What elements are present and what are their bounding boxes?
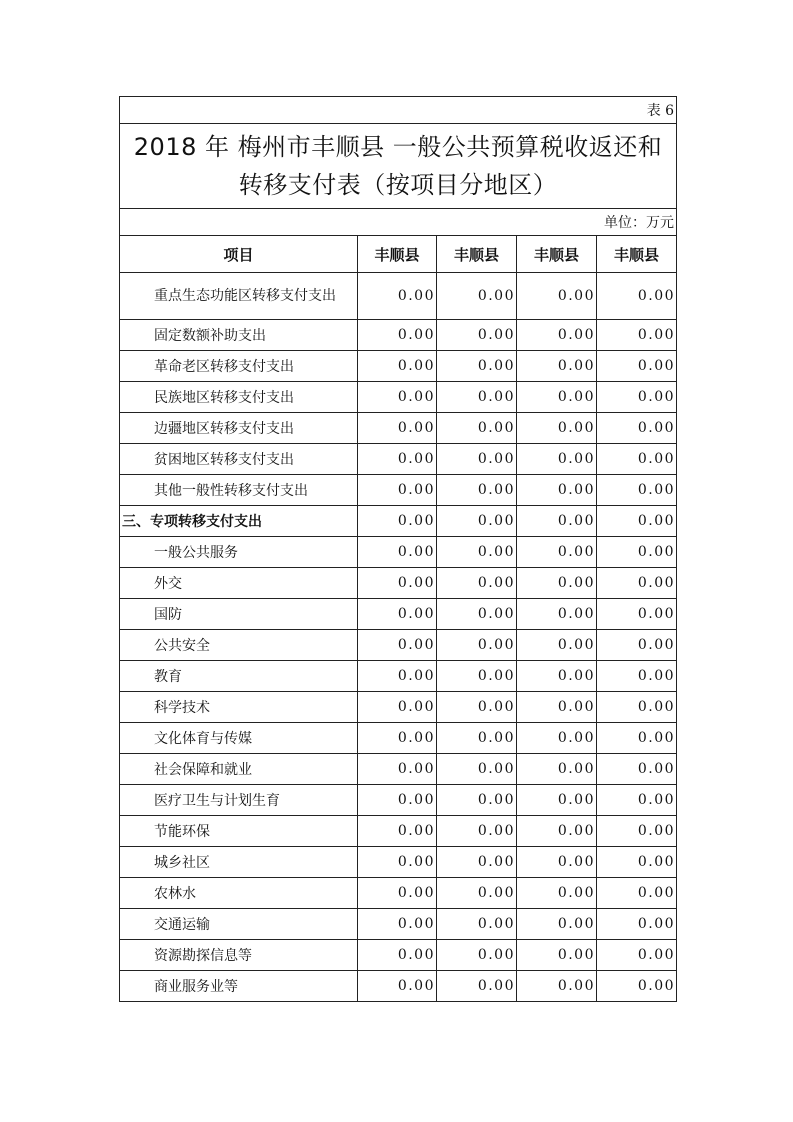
value-cell: 0.00 [597,382,677,413]
value-cell: 0.00 [517,940,597,971]
value-cell: 0.00 [517,444,597,475]
value-cell: 0.00 [358,909,437,940]
value-cell: 0.00 [437,630,517,661]
value-cell: 0.00 [597,630,677,661]
value-cell: 0.00 [597,599,677,630]
value-cell: 0.00 [597,909,677,940]
table-row [120,816,677,847]
value-cell: 0.00 [358,537,437,568]
value-cell: 0.00 [597,692,677,723]
value-cell: 0.00 [517,785,597,816]
row-label: 农林水 [120,878,358,909]
row-label: 革命老区转移支付支出 [120,351,358,382]
unit-label: 单位：万元 [120,209,677,236]
value-cell: 0.00 [437,661,517,692]
value-cell: 0.00 [437,692,517,723]
value-cell: 0.00 [437,351,517,382]
column-header-region: 丰顺县 [517,236,597,273]
value-cell: 0.00 [517,537,597,568]
value-cell: 0.00 [358,382,437,413]
value-cell: 0.00 [358,723,437,754]
row-label: 商业服务业等 [120,971,358,1002]
budget-table-sheet [119,96,676,1002]
value-cell: 0.00 [597,754,677,785]
value-cell: 0.00 [517,847,597,878]
table-row [120,506,677,537]
value-cell: 0.00 [358,785,437,816]
title-line-1: 2018 年 梅州市丰顺县 一般公共预算税收返还和 [133,133,663,161]
value-cell: 0.00 [437,273,517,320]
value-cell: 0.00 [597,940,677,971]
value-cell: 0.00 [597,661,677,692]
value-cell: 0.00 [517,506,597,537]
value-cell: 0.00 [517,351,597,382]
title-line-2: 转移支付表（按项目分地区） [238,171,558,199]
table-row [120,413,677,444]
table-row [120,537,677,568]
value-cell: 0.00 [437,444,517,475]
table-row [120,273,677,320]
value-cell: 0.00 [517,599,597,630]
value-cell: 0.00 [517,692,597,723]
value-cell: 0.00 [597,351,677,382]
value-cell: 0.00 [358,816,437,847]
column-header-region: 丰顺县 [358,236,437,273]
value-cell: 0.00 [517,816,597,847]
value-cell: 0.00 [358,630,437,661]
value-cell: 0.00 [517,568,597,599]
table-row [120,723,677,754]
value-cell: 0.00 [517,971,597,1002]
row-label: 教育 [120,661,358,692]
table-row [120,320,677,351]
value-cell: 0.00 [358,692,437,723]
value-cell: 0.00 [437,320,517,351]
value-cell: 0.00 [597,785,677,816]
value-cell: 0.00 [597,847,677,878]
row-label: 三、专项转移支付支出 [120,506,358,537]
value-cell: 0.00 [358,320,437,351]
value-cell: 0.00 [517,723,597,754]
value-cell: 0.00 [358,754,437,785]
value-cell: 0.00 [517,909,597,940]
value-cell: 0.00 [597,444,677,475]
column-header-region: 丰顺县 [597,236,677,273]
value-cell: 0.00 [597,971,677,1002]
row-label: 科学技术 [120,692,358,723]
value-cell: 0.00 [437,909,517,940]
value-cell: 0.00 [597,475,677,506]
value-cell: 0.00 [437,971,517,1002]
value-cell: 0.00 [437,785,517,816]
value-cell: 0.00 [517,754,597,785]
row-label: 重点生态功能区转移支付支出 [120,273,358,320]
table-row [120,847,677,878]
row-label: 国防 [120,599,358,630]
value-cell: 0.00 [597,320,677,351]
column-header-region: 丰顺县 [437,236,517,273]
value-cell: 0.00 [358,940,437,971]
value-cell: 0.00 [517,878,597,909]
value-cell: 0.00 [437,382,517,413]
table-row [120,444,677,475]
value-cell: 0.00 [597,273,677,320]
value-cell: 0.00 [358,273,437,320]
value-cell: 0.00 [597,723,677,754]
value-cell: 0.00 [437,537,517,568]
value-cell: 0.00 [437,816,517,847]
table-number: 表 6 [120,97,677,124]
value-cell: 0.00 [358,506,437,537]
table-row [120,630,677,661]
table-row [120,909,677,940]
value-cell: 0.00 [437,754,517,785]
value-cell: 0.00 [597,506,677,537]
value-cell: 0.00 [358,475,437,506]
table-row [120,878,677,909]
value-cell: 0.00 [517,413,597,444]
value-cell: 0.00 [437,413,517,444]
value-cell: 0.00 [597,568,677,599]
value-cell: 0.00 [358,878,437,909]
value-cell: 0.00 [517,320,597,351]
row-label: 城乡社区 [120,847,358,878]
value-cell: 0.00 [517,273,597,320]
value-cell: 0.00 [437,878,517,909]
table-row [120,692,677,723]
value-cell: 0.00 [437,940,517,971]
value-cell: 0.00 [358,444,437,475]
value-cell: 0.00 [597,816,677,847]
row-label: 边疆地区转移支付支出 [120,413,358,444]
value-cell: 0.00 [597,413,677,444]
value-cell: 0.00 [437,506,517,537]
value-cell: 0.00 [358,413,437,444]
row-label: 贫困地区转移支付支出 [120,444,358,475]
row-label: 民族地区转移支付支出 [120,382,358,413]
table-row [120,568,677,599]
row-label: 外交 [120,568,358,599]
row-label: 固定数额补助支出 [120,320,358,351]
table-row [120,351,677,382]
row-label: 其他一般性转移支付支出 [120,475,358,506]
table-row [120,785,677,816]
row-label: 医疗卫生与计划生育 [120,785,358,816]
row-label: 节能环保 [120,816,358,847]
table-row [120,475,677,506]
value-cell: 0.00 [358,661,437,692]
table-title [120,124,677,209]
table-row [120,754,677,785]
row-label: 一般公共服务 [120,537,358,568]
row-label: 交通运输 [120,909,358,940]
row-label: 资源勘探信息等 [120,940,358,971]
value-cell: 0.00 [358,599,437,630]
value-cell: 0.00 [597,878,677,909]
table-row [120,940,677,971]
value-cell: 0.00 [437,599,517,630]
header-row [120,236,677,273]
value-cell: 0.00 [517,382,597,413]
column-header-item: 项目 [120,236,358,273]
row-label: 公共安全 [120,630,358,661]
value-cell: 0.00 [437,723,517,754]
row-label: 社会保障和就业 [120,754,358,785]
table-row [120,971,677,1002]
table-row [120,661,677,692]
value-cell: 0.00 [358,971,437,1002]
value-cell: 0.00 [517,661,597,692]
value-cell: 0.00 [517,630,597,661]
row-label: 文化体育与传媒 [120,723,358,754]
value-cell: 0.00 [517,475,597,506]
value-cell: 0.00 [358,351,437,382]
value-cell: 0.00 [437,568,517,599]
value-cell: 0.00 [597,537,677,568]
value-cell: 0.00 [358,847,437,878]
value-cell: 0.00 [358,568,437,599]
budget-table [119,96,677,1002]
value-cell: 0.00 [437,847,517,878]
table-row [120,599,677,630]
value-cell: 0.00 [437,475,517,506]
table-row [120,382,677,413]
